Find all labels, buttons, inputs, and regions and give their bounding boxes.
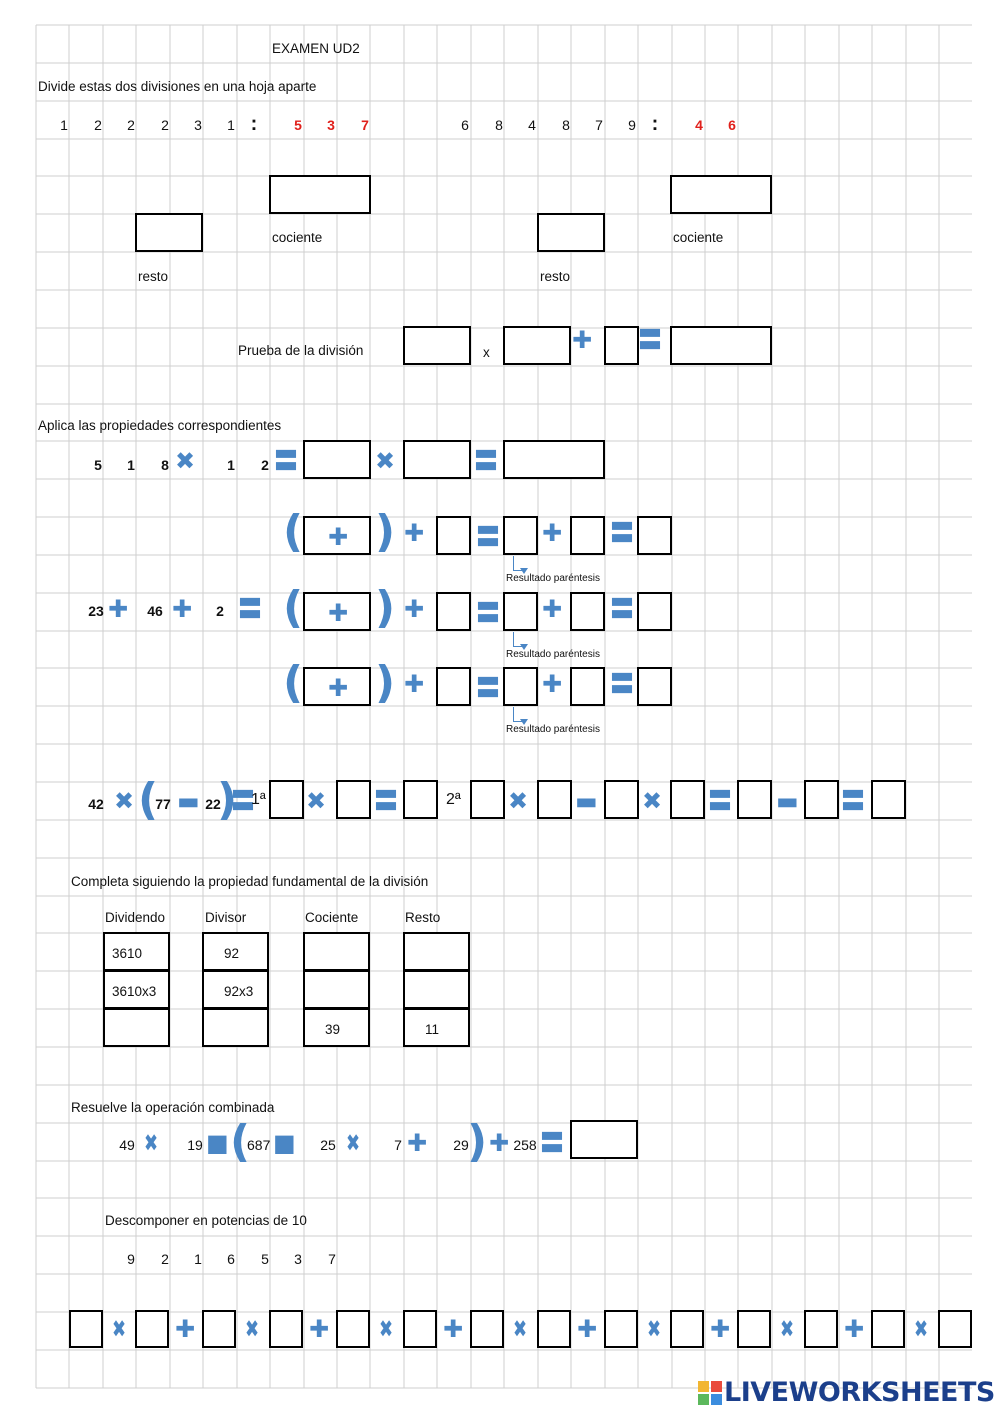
division-colon: : <box>651 113 659 135</box>
assoc-result-input[interactable] <box>637 667 672 706</box>
power-input[interactable] <box>470 1310 504 1348</box>
cociente2-input[interactable] <box>670 175 772 214</box>
equals-icon: 〓 <box>610 670 634 698</box>
step2-input-6[interactable] <box>804 780 839 819</box>
multiply-icon: ✖ <box>642 787 663 815</box>
number-25: 25 <box>320 1137 336 1153</box>
proof-quotient-input[interactable] <box>503 326 571 365</box>
equals-icon: 〓 <box>238 595 262 623</box>
number-7: 7 <box>394 1137 402 1153</box>
power-input[interactable] <box>403 1310 437 1348</box>
multiply-icon: ✖ <box>346 1129 361 1157</box>
table-cell-input[interactable] <box>403 970 470 1009</box>
equals-icon: 〓 <box>476 523 500 551</box>
assoc-input-1[interactable] <box>436 516 471 555</box>
dividend2-digit: 8 <box>495 117 503 133</box>
power-input[interactable] <box>269 1310 303 1348</box>
combined-operation-instruction: Resuelve la operación combinada <box>71 1100 275 1115</box>
combined-result-input[interactable] <box>570 1120 638 1159</box>
plus-icon: ✚ <box>175 1315 196 1343</box>
power-input[interactable] <box>69 1310 103 1348</box>
header-divisor: Divisor <box>205 910 247 925</box>
resto2-input[interactable] <box>537 213 605 252</box>
equals-icon: 〓 <box>476 599 500 627</box>
multiply-icon: ✖ <box>780 1315 795 1343</box>
dividend1-digit: 2 <box>94 117 102 133</box>
proof-result-input[interactable] <box>670 326 772 365</box>
dividend2-digit: 6 <box>461 117 469 133</box>
term-22: 22 <box>205 796 221 812</box>
plus-icon: ✚ <box>404 595 425 623</box>
divisor1-digit: 7 <box>361 117 369 133</box>
plus-icon: ✚ <box>489 1129 510 1157</box>
plus-icon: ✚ <box>844 1315 865 1343</box>
assoc-input-2[interactable] <box>503 516 538 555</box>
dividend1-digit: 2 <box>127 117 135 133</box>
divide-icon: ■ <box>206 1129 229 1157</box>
power-input[interactable] <box>336 1310 370 1348</box>
divide-icon: ■ <box>273 1129 296 1157</box>
number-digit: 3 <box>294 1251 302 1267</box>
table-cell-input[interactable] <box>403 932 470 971</box>
table-cell-input[interactable] <box>202 932 269 971</box>
equals-icon: 〓 <box>474 447 498 475</box>
power-input[interactable] <box>604 1310 638 1348</box>
factor2-digit: 1 <box>227 457 235 473</box>
close-paren-icon: ) <box>375 657 396 708</box>
open-paren-icon: ( <box>283 582 304 633</box>
step2-input-3[interactable] <box>604 780 639 819</box>
number-29: 29 <box>453 1137 469 1153</box>
page-title: EXAMEN UD2 <box>272 41 360 56</box>
number-258: 258 <box>513 1137 537 1153</box>
resto1-input[interactable] <box>135 213 203 252</box>
power-input[interactable] <box>670 1310 704 1348</box>
table-cell-input[interactable] <box>202 970 269 1009</box>
equals-icon: 〓 <box>231 787 255 815</box>
step2-input-5[interactable] <box>737 780 772 819</box>
assoc-input-2[interactable] <box>503 592 538 631</box>
plus-icon: ✚ <box>572 326 593 354</box>
close-paren-icon: ) <box>467 1116 488 1167</box>
cociente1-label: cociente <box>272 230 323 245</box>
plus-icon: ✚ <box>328 523 349 551</box>
assoc-result-input[interactable] <box>637 516 672 555</box>
plus-icon: ✚ <box>328 599 349 627</box>
close-paren-icon: ) <box>217 774 238 825</box>
table-cell-input[interactable] <box>103 932 170 971</box>
plus-icon: ✚ <box>542 670 563 698</box>
multiply-icon: ✖ <box>144 1129 159 1157</box>
plus-icon: ✚ <box>108 595 129 623</box>
resto2-label: resto <box>540 269 571 284</box>
header-cociente: Cociente <box>305 910 359 925</box>
equals-icon: 〓 <box>374 787 398 815</box>
multiply-icon: ✖ <box>175 447 196 475</box>
number-digit: 7 <box>328 1251 336 1267</box>
number-687: 687 <box>247 1137 271 1153</box>
equals-icon: 〓 <box>708 787 732 815</box>
table-cell-input[interactable] <box>303 932 370 971</box>
power-input[interactable] <box>938 1310 972 1348</box>
powers-instruction: Descomponer en potencias de 10 <box>105 1213 307 1228</box>
term-77: 77 <box>155 796 171 812</box>
close-paren-icon: ) <box>375 506 396 557</box>
number-49: 49 <box>119 1137 135 1153</box>
dividend1-digit: 1 <box>227 117 235 133</box>
assoc-input-3[interactable] <box>570 667 605 706</box>
proof-divisor-input[interactable] <box>403 326 471 365</box>
assoc-input-1[interactable] <box>436 592 471 631</box>
resto1-label: resto <box>138 269 169 284</box>
power-input[interactable] <box>202 1310 236 1348</box>
multiply-icon: ✖ <box>647 1315 662 1343</box>
step2-input-4[interactable] <box>670 780 705 819</box>
multiply-icon: ✖ <box>914 1315 929 1343</box>
factor2-digit: 2 <box>261 457 269 473</box>
number-digit: 1 <box>194 1251 202 1267</box>
power-input[interactable] <box>537 1310 571 1348</box>
power-input[interactable] <box>737 1310 771 1348</box>
step2-result-input[interactable] <box>871 780 906 819</box>
liveworksheets-logo-icon <box>698 1381 722 1405</box>
power-input[interactable] <box>871 1310 905 1348</box>
division-colon: : <box>250 113 258 135</box>
assoc-input-1[interactable] <box>436 667 471 706</box>
multiply-icon: ✖ <box>306 787 327 815</box>
table-cell-input[interactable] <box>303 1008 370 1047</box>
minus-icon: ▬ <box>776 787 799 815</box>
cociente1-input[interactable] <box>269 175 371 214</box>
plus-icon: ✚ <box>172 595 193 623</box>
proof-label: Prueba de la división <box>238 343 364 358</box>
properties-instruction: Aplica las propiedades correspondientes <box>38 418 282 433</box>
table-cell-value: 39 <box>325 1022 341 1037</box>
minus-icon: ▬ <box>177 787 200 815</box>
addend-23: 23 <box>88 603 104 619</box>
table-cell-input[interactable] <box>103 1008 170 1047</box>
first-step-label: 1ª <box>251 791 266 808</box>
close-paren-icon: ) <box>375 582 396 633</box>
number-digit: 6 <box>227 1251 235 1267</box>
cociente2-label: cociente <box>673 230 724 245</box>
plus-icon: ✚ <box>577 1315 598 1343</box>
dividend2-digit: 9 <box>628 117 636 133</box>
equals-icon: 〓 <box>274 447 298 475</box>
multiply-icon: ✖ <box>508 787 529 815</box>
assoc-input-2[interactable] <box>503 667 538 706</box>
table-cell-value: 3610x3 <box>112 984 157 999</box>
open-paren-icon: ( <box>138 774 159 825</box>
plus-icon: ✚ <box>542 595 563 623</box>
number-digit: 2 <box>161 1251 169 1267</box>
table-cell-value: 3610 <box>112 946 143 961</box>
equals-icon: 〓 <box>540 1129 564 1157</box>
fundamental-property-instruction: Completa siguiendo la propiedad fundamental de la división <box>71 874 429 889</box>
plus-icon: ✚ <box>542 519 563 547</box>
factor1-digit: 8 <box>161 457 169 473</box>
dividend1-digit: 2 <box>161 117 169 133</box>
equals-icon: 〓 <box>610 519 634 547</box>
factor-42: 42 <box>88 796 104 812</box>
addend-2: 2 <box>216 603 224 619</box>
equals-icon: 〓 <box>610 595 634 623</box>
assoc-input-3[interactable] <box>570 592 605 631</box>
dividend2-digit: 7 <box>595 117 603 133</box>
paren-result-note: Resultado paréntesis <box>506 724 600 735</box>
open-paren-icon: ( <box>230 1116 251 1167</box>
number-19: 19 <box>187 1137 203 1153</box>
header-dividendo: Dividendo <box>105 910 166 925</box>
equals-icon: 〓 <box>476 674 500 702</box>
proof-remainder-input[interactable] <box>604 326 639 365</box>
number-digit: 9 <box>127 1251 135 1267</box>
step2-input-1[interactable] <box>470 780 505 819</box>
equals-icon: 〓 <box>841 787 865 815</box>
dividend2-digit: 8 <box>562 117 570 133</box>
table-cell-value: 92x3 <box>224 984 254 999</box>
open-paren-icon: ( <box>283 657 304 708</box>
divisor1-digit: 3 <box>327 117 335 133</box>
distributive-input-2[interactable] <box>403 440 471 479</box>
division-instruction: Divide estas dos divisiones en una hoja aparte <box>38 79 317 94</box>
dividend1-digit: 1 <box>60 117 68 133</box>
plus-icon: ✚ <box>407 1129 428 1157</box>
plus-icon: ✚ <box>404 519 425 547</box>
paren-result-note: Resultado paréntesis <box>506 573 600 584</box>
plus-icon: ✚ <box>710 1315 731 1343</box>
multiply-icon: ✖ <box>379 1315 394 1343</box>
distributive-result-input[interactable] <box>503 440 605 479</box>
minus-icon: ▬ <box>575 787 598 815</box>
arrow-icon <box>513 707 524 722</box>
step1-result-input[interactable] <box>403 780 438 819</box>
table-cell-value: 92 <box>224 946 240 961</box>
factor1-digit: 1 <box>127 457 135 473</box>
plus-icon: ✚ <box>309 1315 330 1343</box>
equals-icon: 〓 <box>638 326 662 354</box>
assoc-result-input[interactable] <box>637 592 672 631</box>
distributive-input-1[interactable] <box>303 440 371 479</box>
plus-icon: ✚ <box>328 674 349 702</box>
plus-icon: ✚ <box>404 670 425 698</box>
plus-icon: ✚ <box>443 1315 464 1343</box>
step2-input-2[interactable] <box>537 780 572 819</box>
table-cell-input[interactable] <box>103 970 170 1009</box>
multiply-icon: ✖ <box>245 1315 260 1343</box>
multiply-icon: ✖ <box>112 1315 127 1343</box>
power-input[interactable] <box>804 1310 838 1348</box>
table-cell-input[interactable] <box>303 970 370 1009</box>
multiply-icon: ✖ <box>375 447 396 475</box>
number-digit: 5 <box>261 1251 269 1267</box>
dividend1-digit: 3 <box>194 117 202 133</box>
times-sign: x <box>483 345 490 360</box>
arrow-icon <box>513 556 524 571</box>
multiply-icon: ✖ <box>114 787 135 815</box>
divisor2-digit: 4 <box>695 117 703 133</box>
table-cell-input[interactable] <box>403 1008 470 1047</box>
header-resto: Resto <box>405 910 441 925</box>
table-cell-input[interactable] <box>202 1008 269 1047</box>
divisor1-digit: 5 <box>294 117 302 133</box>
second-step-label: 2ª <box>446 791 461 808</box>
addend-46: 46 <box>147 603 163 619</box>
paren-result-note: Resultado paréntesis <box>506 649 600 660</box>
dividend2-digit: 4 <box>528 117 536 133</box>
step1-input-1[interactable] <box>269 780 304 819</box>
power-input[interactable] <box>135 1310 169 1348</box>
divisor2-digit: 6 <box>728 117 736 133</box>
brand-name: LIVEWORKSHEETS <box>724 1377 995 1408</box>
multiply-icon: ✖ <box>513 1315 528 1343</box>
open-paren-icon: ( <box>283 506 304 557</box>
step1-input-2[interactable] <box>336 780 371 819</box>
factor1-digit: 5 <box>94 457 102 473</box>
assoc-input-3[interactable] <box>570 516 605 555</box>
arrow-icon <box>513 632 524 647</box>
table-cell-value: 11 <box>425 1022 440 1037</box>
